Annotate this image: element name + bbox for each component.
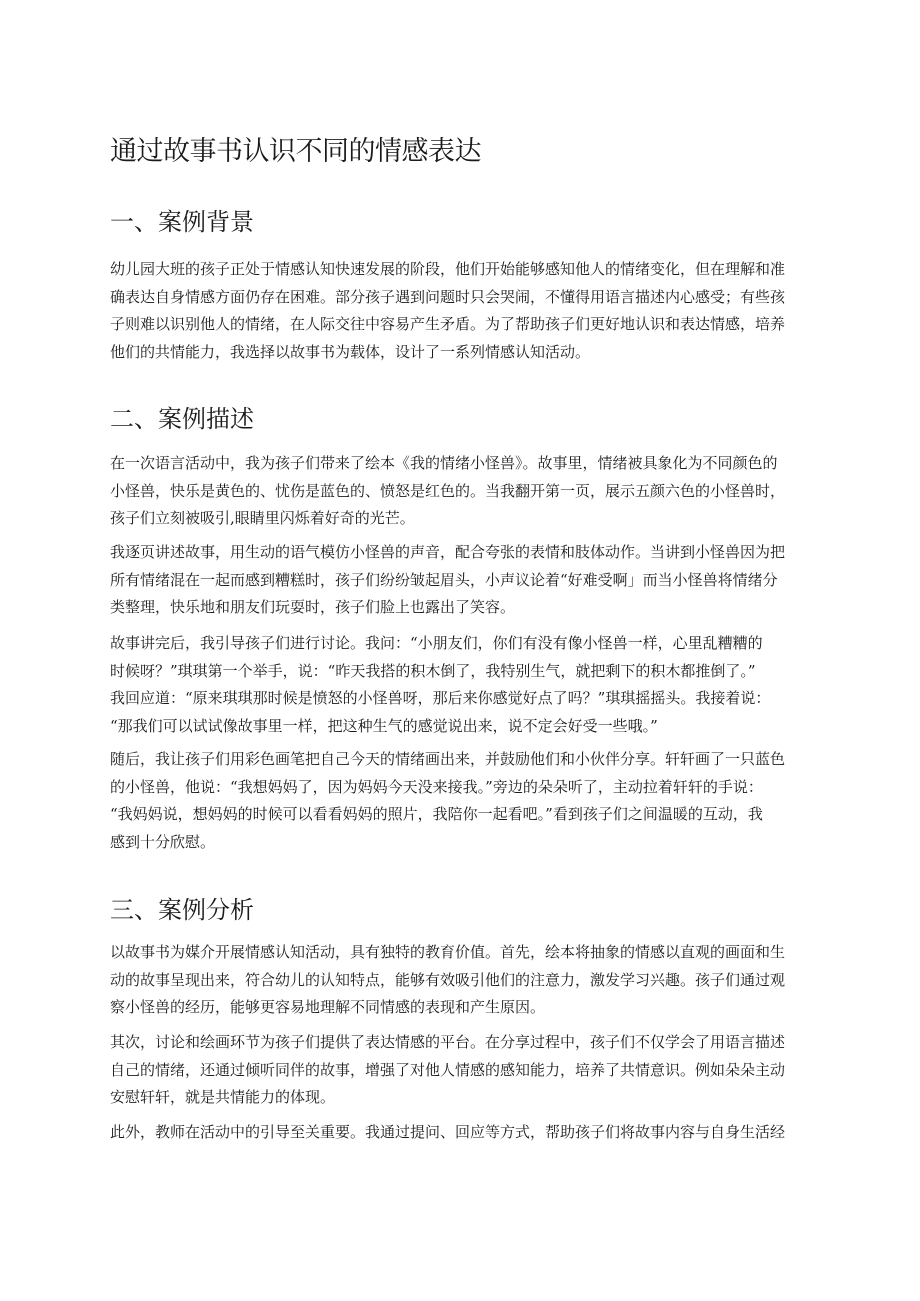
text-line: 孩子们立刻被吸引,眼睛里闪烁着好奇的光芒。 bbox=[110, 509, 415, 527]
text-line: 他们的共情能力，我选择以故事书为载体，设计了一系列情感认知活动。 bbox=[110, 342, 591, 361]
paragraph bbox=[110, 1029, 810, 1112]
section-heading-background: 一、案例背景 bbox=[110, 208, 254, 236]
paragraph bbox=[110, 630, 810, 740]
text-line: 安慰轩轩，就是共情能力的体现。 bbox=[110, 1088, 336, 1106]
paragraph bbox=[110, 939, 810, 1022]
text-line: 的小怪兽，他说：“我想妈妈了，因为妈妈今天没来接我。”旁边的朵朵听了，主动拉着轩轩的手说： bbox=[110, 777, 763, 796]
text-line: 我回应道：“原来琪琪那时候是愤怒的小怪兽呀，那后来你感觉好点了吗？”琪琪摇摇头。我接着说： bbox=[110, 689, 771, 707]
section-heading-analysis: 三、案例分析 bbox=[110, 896, 254, 924]
paragraph bbox=[110, 746, 810, 856]
text-line: 类整理，快乐地和朋友们玩耍时，孩子们脸上也露出了笑容。 bbox=[110, 598, 516, 616]
text-line: 感到十分欣慰。 bbox=[110, 832, 216, 851]
paragraph bbox=[110, 450, 810, 533]
text-line: 以故事书为媒介开展情感认知活动，具有独特的教育价值。首先，绘本将抽象的情感以直观的画面和生 bbox=[110, 943, 786, 961]
paragraph bbox=[110, 539, 810, 622]
text-line: 我逐页讲述故事，用生动的语气模仿小怪兽的声音，配合夸张的表情和肢体动作。当讲到小怪兽因为把 bbox=[110, 543, 786, 561]
text-line: 此外，教师在活动中的引导至关重要。我通过提问、回应等方式，帮助孩子们将故事内容与自身生活经 bbox=[110, 1123, 786, 1141]
text-line: 时候呀？”琪琪第一个举手，说：“昨天我搭的积木倒了，我特别生气，就把剩下的积木都推倒了。” bbox=[110, 661, 756, 680]
section-heading-description: 二、案例描述 bbox=[110, 405, 254, 433]
text-line: 自己的情绪，还通过倾听同伴的故事，增强了对他人情感的感知能力，培养了共情意识。例如朵朵主动 bbox=[110, 1060, 786, 1079]
text-line: 察小怪兽的经历，能够更容易地理解不同情感的表现和产生原因。 bbox=[110, 998, 546, 1016]
text-line: 所有情绪混在一起而感到糟糕时，孩子们纷纷皱起眉头，小声议论着“好难受啊」而当小怪兽将情绪分 bbox=[110, 570, 778, 589]
text-line: 其次，讨论和绘画环节为孩子们提供了表达情感的平台。在分享过程中，孩子们不仅学会了用语言描述 bbox=[110, 1033, 786, 1051]
paragraph bbox=[110, 1119, 810, 1147]
text-line: 幼儿园大班的孩子正处于情感认知快速发展的阶段，他们开始能够感知他人的情绪变化，但在理解和准 bbox=[110, 260, 786, 278]
text-line: 动的故事呈现出来，符合幼儿的认知特点，能够有效吸引他们的注意力，激发学习兴趣。孩子们通过观 bbox=[110, 970, 786, 989]
text-line: 子则难以识别他人的情绪，在人际交往中容易产生矛盾。为了帮助孩子们更好地认识和表达情感，培养 bbox=[110, 315, 786, 333]
text-line: 小怪兽，快乐是黄色的、忧伤是蓝色的、愤怒是红色的。当我翻开第一页，展示五颜六色的小怪兽时， bbox=[110, 481, 786, 500]
document-title: 通过故事书认识不同的情感表达 bbox=[110, 136, 481, 167]
paragraph bbox=[110, 256, 810, 366]
text-line: 在一次语言活动中，我为孩子们带来了绘本《我的情绪小怪兽》。故事里，情绪被具象化为不同颜色的 bbox=[110, 454, 778, 472]
text-line: 随后，我让孩子们用彩色画笔把自己今天的情绪画出来，并鼓励他们和小伙伴分享。轩轩画了一只蓝色 bbox=[110, 750, 786, 768]
text-line: 确表达自身情感方面仍存在困难。部分孩子遇到问题时只会哭闹，不懂得用语言描述内心感受；有些孩 bbox=[110, 287, 786, 306]
text-line: “我妈妈说，想妈妈的时候可以看看妈妈的照片，我陪你一起看吧。”看到孩子们之间温暖的互动，我 bbox=[110, 805, 763, 823]
text-line: 故事讲完后，我引导孩子们进行讨论。我问：“小朋友们，你们有没有像小怪兽一样，心里乱糟糟的 bbox=[110, 634, 763, 652]
text-line: “那我们可以试试像故事里一样，把这种生气的感觉说出来，说不定会好受一些哦。” bbox=[110, 716, 658, 735]
